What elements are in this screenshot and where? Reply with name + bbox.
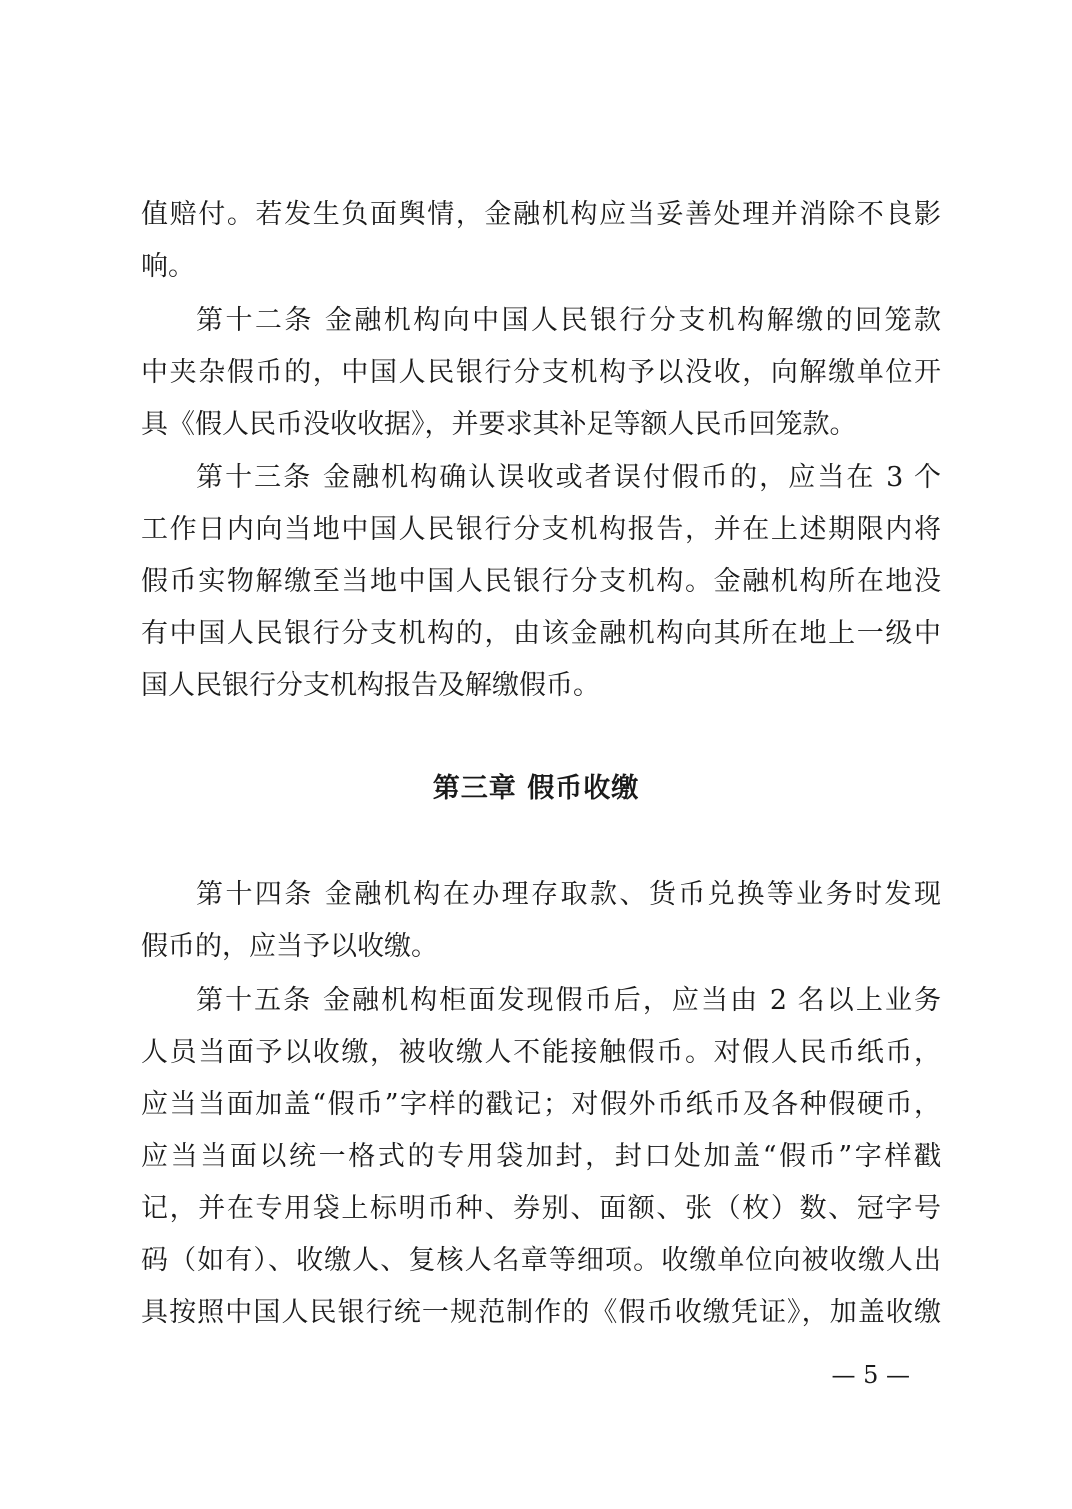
paragraph-line: 假币的，应当予以收缴。 bbox=[141, 931, 438, 962]
paragraph-line: 响。 bbox=[141, 251, 195, 282]
paragraph-line: 记，并在专用袋上标明币种、券别、面额、张（枚）数、冠字号 bbox=[141, 1193, 941, 1224]
paragraph-line: 假币实物解缴至当地中国人民银行分支机构。金融机构所在地没 bbox=[141, 566, 941, 597]
paragraph-line: 应当当面以统一格式的专用袋加封，封口处加盖“假币”字样戳 bbox=[141, 1141, 941, 1172]
article-13-line: 第十三条 金融机构确认误收或者误付假币的，应当在 3 个 bbox=[196, 462, 941, 493]
paragraph-line: 国人民银行分支机构报告及解缴假币。 bbox=[141, 670, 600, 701]
paragraph-line: 具按照中国人民银行统一规范制作的《假币收缴凭证》，加盖收缴 bbox=[141, 1297, 941, 1328]
article-12-line: 第十二条 金融机构向中国人民银行分支机构解缴的回笼款 bbox=[196, 305, 941, 336]
article-14-line: 第十四条 金融机构在办理存取款、货币兑换等业务时发现 bbox=[196, 879, 941, 910]
paragraph-line: 码（如有）、收缴人、复核人名章等细项。收缴单位向被收缴人出 bbox=[141, 1245, 941, 1276]
page-number: — 5 — bbox=[831, 1361, 910, 1389]
chapter-heading: 第三章 假币收缴 bbox=[432, 773, 640, 804]
article-15-line: 第十五条 金融机构柜面发现假币后，应当由 2 名以上业务 bbox=[196, 985, 941, 1016]
paragraph-line: 有中国人民银行分支机构的，由该金融机构向其所在地上一级中 bbox=[141, 618, 941, 649]
paragraph-line: 具《假人民币没收收据》，并要求其补足等额人民币回笼款。 bbox=[141, 409, 857, 440]
paragraph-line: 应当当面加盖“假币”字样的戳记；对假外币纸币及各种假硬币， bbox=[141, 1089, 941, 1120]
paragraph-line: 工作日内向当地中国人民银行分支机构报告，并在上述期限内将 bbox=[141, 514, 941, 545]
paragraph-line: 人员当面予以收缴，被收缴人不能接触假币。对假人民币纸币， bbox=[141, 1037, 941, 1068]
paragraph-line: 值赔付。若发生负面舆情，金融机构应当妥善处理并消除不良影 bbox=[141, 199, 941, 230]
paragraph-line: 中夹杂假币的，中国人民银行分支机构予以没收，向解缴单位开 bbox=[141, 357, 941, 388]
